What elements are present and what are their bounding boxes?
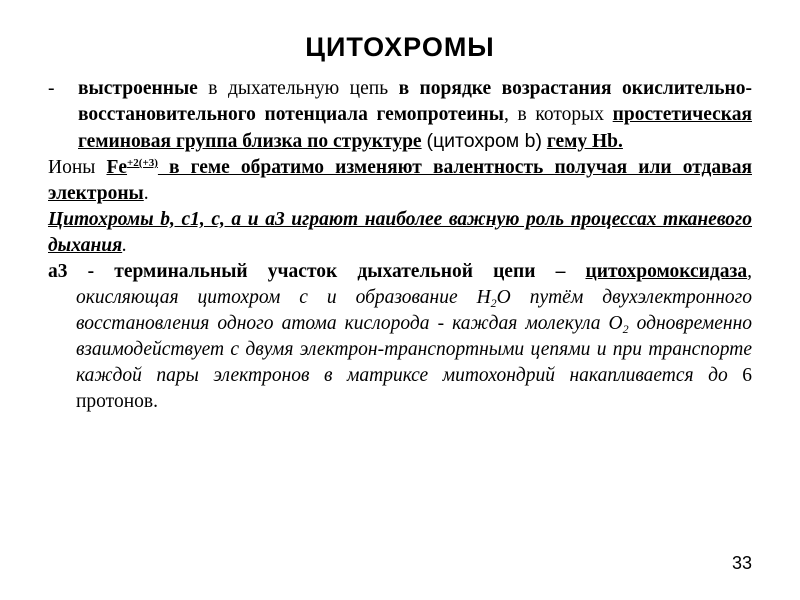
text-six-protons: 6 протонов <box>76 365 752 412</box>
text-period: . <box>143 183 149 204</box>
text-period: . <box>153 391 158 412</box>
subscript-2: 2 <box>622 322 629 336</box>
text-reduction: O путём двухэлектронного восстановления одного атома кислорода - каждая молекула O <box>76 287 753 334</box>
term-cytochrome-oxidase: цитохромоксидаза <box>585 261 748 282</box>
text-increasing-potential: в порядке возрастания окислительно-восстановительного потенциала гемопротеины <box>78 78 752 125</box>
text-oxidizing: , окисляющая цитохром c и образование H <box>76 261 752 308</box>
text-valence-change: в геме обратимо изменяют валентность получая или отдавая электроны <box>48 157 752 204</box>
bullet-dash: - <box>48 78 55 99</box>
paragraph-heme-proteins <box>48 76 752 155</box>
page-number: 33 <box>731 553 752 573</box>
paragraph-a3-oxidase <box>48 259 752 415</box>
text-fe: Fe <box>106 157 128 178</box>
text-ions: Ионы <box>48 157 107 178</box>
text-interaction: одновременно взаимодействует с двумя электрон-транспортными цепями и при транспорте каждой пары электронов в матриксе митохондрий накапливается до <box>76 313 752 386</box>
text-period: . <box>122 235 128 256</box>
text-terminal-section: - терминальный участок дыхательной цепи – <box>67 261 586 282</box>
text-segment: , в которых <box>504 104 613 125</box>
text-cytochrome-b: (цитохром b) <box>426 130 542 152</box>
slide-title: ЦИТОХРОМЫ <box>305 32 495 62</box>
slide-body <box>48 76 752 415</box>
text-cytochromes-list: Цитохромы b, c1, c, a и a3 играют наиболее важную роль процессах тканевого дыхания <box>48 209 752 256</box>
text-heme-hb: гему Hb. <box>546 131 623 152</box>
term-built-in: выстроенные <box>78 78 198 99</box>
subscript-2: 2 <box>490 296 497 310</box>
text-segment: в дыхательную цепь <box>197 78 399 99</box>
term-a3: а3 <box>48 261 68 282</box>
paragraph-iron-ions <box>48 155 752 207</box>
paragraph-cytochromes-roles <box>48 207 752 259</box>
text-fe-charge: +2(+3) <box>127 157 158 169</box>
text-prosthetic-group: простетическая геминовая группа близка по структуре <box>78 104 752 152</box>
